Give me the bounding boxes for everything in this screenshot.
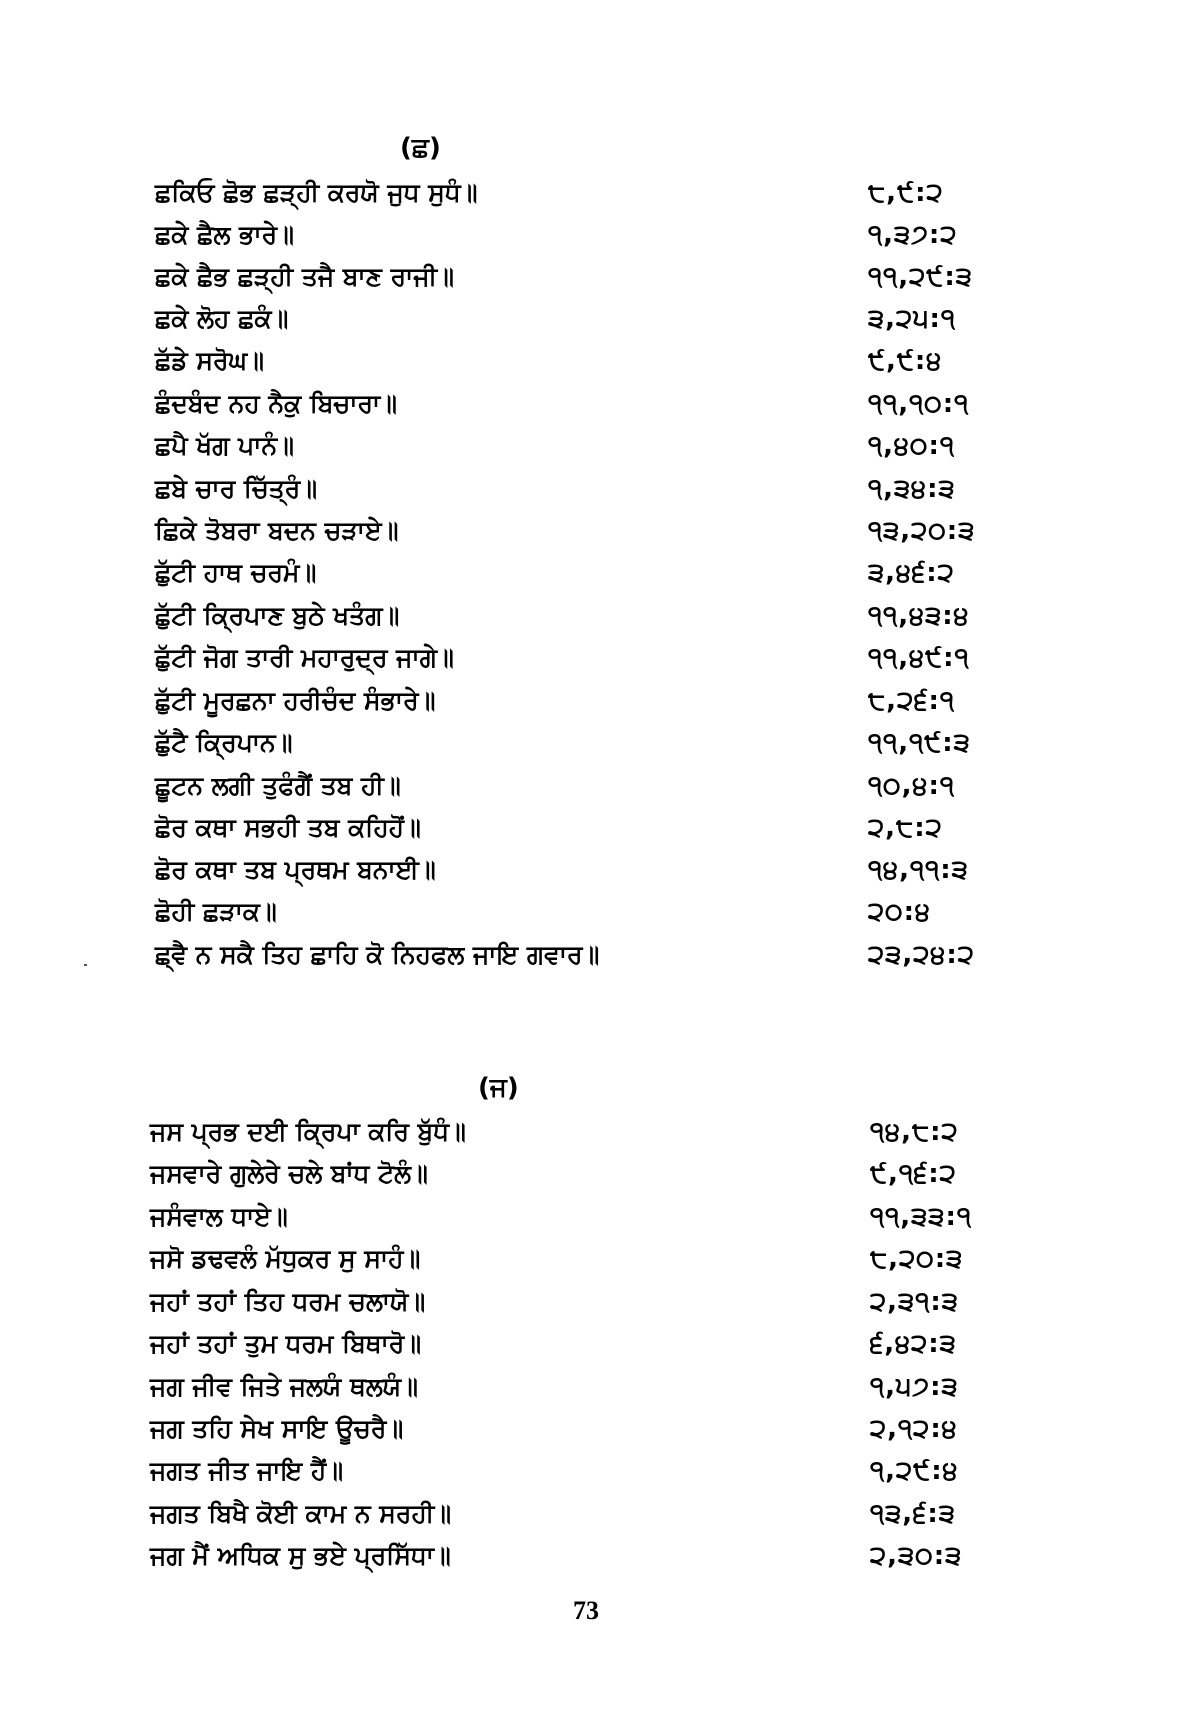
verse-text: ਛਕਿਓ ਛੋਭ ਛੜ੍ਹੀ ਕਰਯੋ ਜੁਧ ਸੁਧੰ॥: [155, 178, 478, 207]
section-heading: (ਜ): [478, 1073, 519, 1103]
verse-reference: ੨,੮:੨: [868, 813, 943, 843]
verse-reference: ੧੪,੧੧:੩: [868, 855, 969, 885]
list-item: [0, 723, 1182, 763]
list-item: [0, 341, 1182, 381]
page-number: 73: [573, 1596, 599, 1625]
list-item: [0, 1494, 1182, 1534]
list-item: [0, 808, 1182, 848]
verse-reference: ੧੧,੨੯:੩: [868, 262, 973, 292]
list-item: [0, 384, 1182, 424]
verse-reference: ੧੩,੬:੩: [870, 1499, 956, 1529]
verse-reference: ੧੧,੪੩:੪: [868, 601, 970, 631]
list-item: [0, 766, 1182, 806]
verse-reference: ੧੧,੪੯:੧: [868, 643, 970, 673]
verse-text: ਛੰਦਬੰਦ ਨਹ ਨੈਕੁ ਬਿਚਾਰਾ॥: [155, 389, 398, 418]
verse-reference: ੨,੩੦:੩: [870, 1541, 963, 1571]
verse-reference: ੧੧,੧੯:੩: [868, 728, 971, 758]
verse-reference: ੧,੩੭:੨: [868, 220, 958, 250]
verse-text: ਜਹਾਂ ਤਹਾਂ ਤਿਹ ਧਰਮ ਚਲਾਯੋ॥: [150, 1287, 426, 1316]
verse-reference: ੧੧,੧੦:੧: [868, 389, 970, 419]
verse-text: ਜਸੋ ਡਢਵਲੰ ਮੱਧੁਕਰ ਸੁ ਸਾਹੰ॥: [150, 1244, 421, 1273]
list-item: [0, 257, 1182, 297]
verse-reference: ੮,੯:੨: [868, 178, 944, 208]
verse-text: ਜਗ ਤਹਿ ਸੇਖ ਸਾਇ ਊਚਰੈ॥: [150, 1414, 404, 1443]
verse-reference: ੧੧,੩੩:੧: [870, 1202, 972, 1232]
verse-text: ਛੋਹੀ ਛੜਾਕ॥: [155, 897, 277, 926]
verse-text: ਜਗਤ ਬਿਖੈ ਕੋਈ ਕਾਮ ਨ ਸਰਹੀ॥: [150, 1499, 452, 1528]
verse-reference: ੨,੧੨:੪: [870, 1414, 958, 1444]
verse-reference: ੧੦,੪:੧: [868, 771, 955, 801]
verse-reference: ੯,੧੬:੨: [870, 1159, 957, 1189]
verse-reference: ੧,੨੯:੪: [870, 1456, 959, 1486]
verse-reference: ੨੦:੪: [868, 897, 932, 927]
verse-reference: ੩,੨੫:੧: [868, 304, 957, 334]
verse-text: ਛੁੱਟੈ ਕ੍ਰਿਪਾਨ॥: [155, 728, 293, 757]
verse-reference: ੧੪,੮:੨: [870, 1117, 959, 1147]
verse-text: ਛੁੱਟੀ ਹਾਥ ਚਰਮੰ॥: [155, 558, 317, 587]
verse-reference: ੮,੨੬:੧: [868, 686, 955, 716]
verse-reference: ੧,੩੪:੩: [868, 474, 956, 504]
list-item: [0, 596, 1182, 636]
verse-reference: ੨੩,੨੪:੨: [868, 940, 975, 970]
verse-reference: ੬,੪੨:੩: [870, 1329, 957, 1359]
list-item: [0, 892, 1182, 932]
verse-text: ਛੱਡੇ ਸਰੋਘ॥: [155, 346, 264, 375]
verse-text: ਛਕੇ ਛੈਲ ਭਾਰੇ॥: [155, 220, 294, 249]
list-item: [0, 1239, 1182, 1279]
verse-reference: ੮,੨੦:੩: [870, 1244, 964, 1274]
verse-text: ਜਸੰਵਾਲ ਧਾਏ॥: [150, 1202, 288, 1231]
list-item: [0, 1367, 1182, 1407]
list-item: [0, 1409, 1182, 1449]
verse-reference: ੧੩,੨੦:੩: [868, 516, 976, 546]
verse-text: ਛਕੇ ਛੈਭ ਛੜ੍ਹੀ ਤਜੈ ਬਾਣ ਰਾਜੀ॥: [155, 262, 454, 291]
list-item: [0, 553, 1182, 593]
list-item: [0, 299, 1182, 339]
verse-text: ਛੁੱਟੀ ਜੋਗ ਤਾਰੀ ਮਹਾਰੁਦ੍ਰ ਜਾਗੇ॥: [155, 643, 454, 672]
verse-reference: ੯,੯:੪: [868, 346, 943, 376]
verse-reference: ੧,੪੦:੧: [868, 431, 955, 461]
list-item: [0, 850, 1182, 890]
list-item: [0, 426, 1182, 466]
list-item: [0, 1112, 1182, 1152]
section-heading: (ਛ): [400, 133, 441, 163]
verse-text: ਛਿਕੇ ਤੋਬਰਾ ਬਦਨ ਚੜਾਏ॥: [155, 516, 399, 545]
list-item: [0, 1282, 1182, 1322]
list-item: [0, 1324, 1182, 1364]
verse-text: ਛੋਰ ਕਥਾ ਤਬ ਪ੍ਰਥਮ ਬਨਾਈ॥: [155, 855, 436, 884]
verse-text: ਛ੍ਵੈ ਨ ਸਕੈ ਤਿਹ ਛਾਹਿ ਕੋ ਨਿਹਫਲ ਜਾਇ ਗਵਾਰ॥: [155, 940, 600, 969]
verse-text: ਛੁੱਟੀ ਕ੍ਰਿਪਾਣ ਬੁਠੇ ਖਤੰਗ॥: [155, 601, 400, 630]
list-item: [0, 681, 1182, 721]
list-item: [0, 469, 1182, 509]
list-item: [0, 1451, 1182, 1491]
verse-text: ਛਪੈ ਖੱਗ ਪਾਨੰ॥: [155, 431, 294, 460]
verse-text: ਜਸਵਾਰੇ ਗੁਲੇਰੇ ਚਲੇ ਬਾਂਧ ਟੋਲੰ॥: [150, 1159, 428, 1188]
list-item: [0, 173, 1182, 213]
verse-text: ਜਗ ਜੀਵ ਜਿਤੇ ਜਲਯੰ ਥਲਯੰ॥: [150, 1372, 418, 1401]
verse-text: ਜਹਾਂ ਤਹਾਂ ਤੁਮ ਧਰਮ ਬਿਥਾਰੋ॥: [150, 1329, 422, 1358]
verse-text: ਛੂਟਨ ਲਗੀ ਤੁਫੰਗੈਂ ਤਬ ਹੀ॥: [155, 771, 401, 800]
list-item: [0, 1536, 1182, 1576]
verse-reference: ੨,੩੧:੩: [870, 1287, 959, 1317]
verse-text: ਜਗ ਮੈਂ ਅਧਿਕ ਸੁ ਭਏ ਪ੍ਰਸਿੱਧਾ॥: [150, 1541, 451, 1570]
verse-text: ਜਗਤ ਜੀਤ ਜਾਇ ਹੈਂ॥: [150, 1456, 344, 1485]
list-item: [0, 1197, 1182, 1237]
verse-reference: ੩,੪੬:੨: [868, 558, 955, 588]
list-item: [0, 638, 1182, 678]
list-item: [0, 935, 1182, 975]
verse-text: ਛੁੱਟੀ ਮੂਰਛਨਾ ਹਰੀਚੰਦ ਸੰਭਾਰੇ॥: [155, 686, 436, 715]
verse-text: ਛਕੇ ਲੋਹ ਛਕੰ॥: [155, 304, 289, 333]
verse-text: ਛੋਰ ਕਥਾ ਸਭਹੀ ਤਬ ਕਹਿਹੋਂ॥: [155, 813, 421, 842]
list-item: [0, 1154, 1182, 1194]
verse-text: ਜਸ ਪ੍ਰਭ ਦਈ ਕ੍ਰਿਪਾ ਕਰਿ ਬੁੱਧੰ॥: [150, 1117, 466, 1146]
verse-text: ਛਬੇ ਚਾਰ ਚਿੱਤ੍ਰੰ॥: [155, 474, 318, 503]
list-item: [0, 215, 1182, 255]
list-item: [0, 511, 1182, 551]
verse-reference: ੧,੫੭:੩: [870, 1372, 959, 1402]
